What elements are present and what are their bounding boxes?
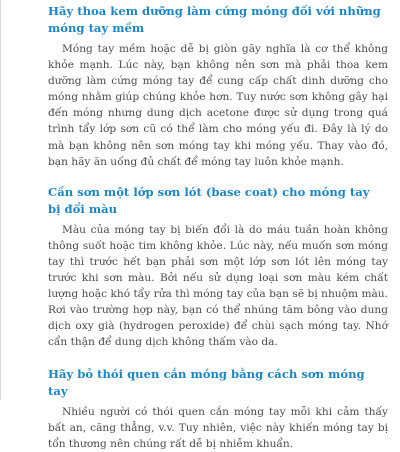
section-discolored-nails [48,184,388,351]
page-content [48,3,388,452]
section-nail-biting [48,366,388,452]
section-paragraph: Nhiều người có thói quen cắn móng tay mỗi khi cảm thấy bất an, căng thẳng, v.v. Tuy nhiên, việc này khiến móng tay bị tổn thương nên chúng rất dễ bị nhiễm khuẩn. [48,405,388,450]
section-heading: Cần sơn một lớp sơn lót (base coat) cho móng tay bị đổi màu [48,184,370,216]
section-paragraph: Màu của móng tay bị biến đổi là do máu tuần hoàn không thông suốt hoặc tim không khỏe. Lúc này, nếu muốn sơn móng tay thì trước hết bạn phải sơn một lớp sơn lót lên móng tay trước khi sơn màu. Bởi nếu sử dụng loại sơn màu kém chất lượng hoặc khó tẩy rửa thì móng tay của bạn sẽ bị nhuộm màu. Rơi vào trường hợp này, bạn có thể nhúng tăm bông vào dung dịch oxy già (hydrogen peroxide) để chùi sạch móng tay. Nhớ cẩn thận để dung dịch không thấm vào da. [48,223,388,349]
section-paragraph: Móng tay mềm hoặc dễ bị giòn gãy nghĩa là cơ thể không khỏe mạnh. Lúc này, bạn không nên sơn mà phải thoa kem dưỡng làm cứng móng tay để cung cấp chất dinh dưỡng cho móng nhằm giúp chúng khỏe hơn. Tuy nước sơn không gây hại đến móng nhưng dung dịch acetone được sử dụng trong quá trình tẩy lớp sơn cũ có thể làm cho móng yếu đi. Đây là lý do mà bạn không nên sơn móng tay khi móng yếu. Thay vào đó, bạn hãy ăn uống đủ chất để móng tay luôn khỏe mạnh. [48,43,388,168]
section-heading: Hãy thoa kem dưỡng làm cứng móng đối với những móng tay mềm [48,4,381,35]
section-heading: Hãy bỏ thói quen cắn móng bằng cách sơn móng tay [48,366,365,398]
section-soft-nails [48,3,388,170]
